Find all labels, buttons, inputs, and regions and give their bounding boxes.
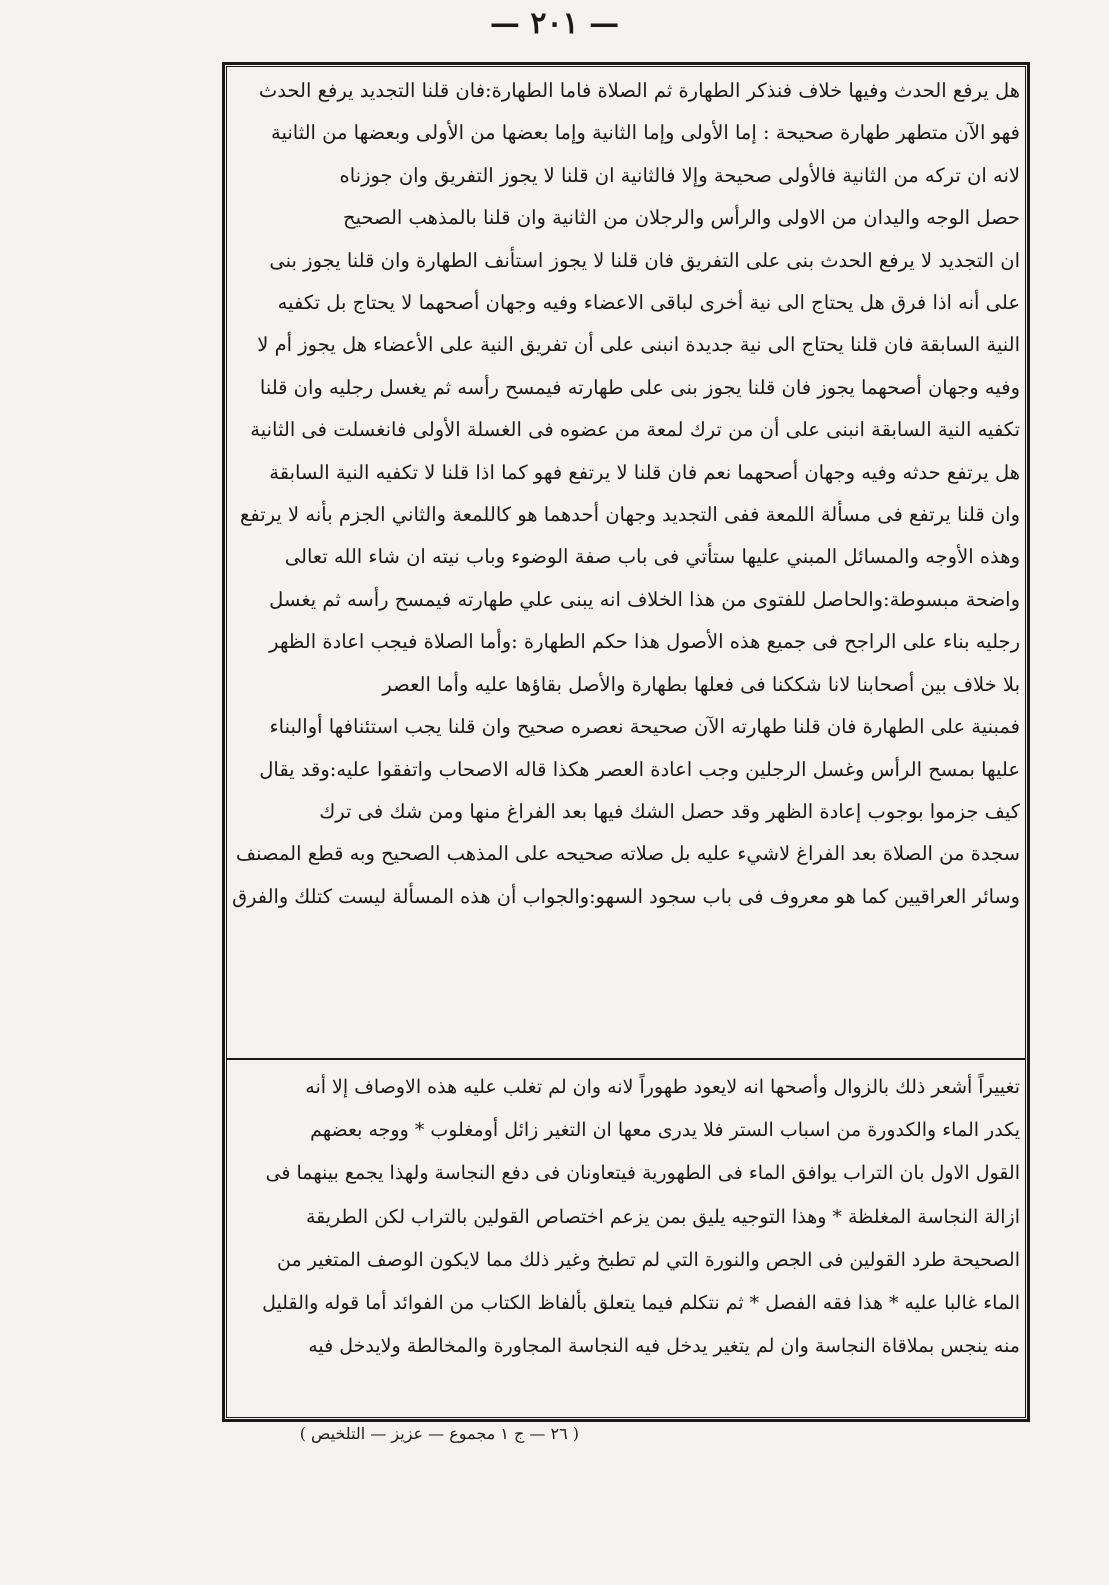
- text-line: هل يرفع الحدث وفيها خلاف فنذكر الطهارة ثم الصلاة فاما الطهارة:فان قلنا التجديد يرفع الحدث: [258, 79, 1020, 102]
- text-line: فهو الآن متطهر طهارة صحيحة : إما الأولى وإما الثانية وإما بعضها من الأولى وبعضها من الثانية: [270, 121, 1020, 145]
- text-line: كيف جزموا بوجوب إعادة الظهر وقد حصل الشك فيها بعد الفراغ منها ومن شك فى ترك: [319, 799, 1020, 823]
- text-line: واضحة مبسوطة:والحاصل للفتوى من هذا الخلاف انه يبنى علي طهارته فيمسح رأسه ثم يغسل: [269, 587, 1020, 611]
- note-line: منه ينجس بملاقاة النجاسة وان لم يتغير يدخل فيه النجاسة المجاورة والمخالطة ولايدخل فيه: [308, 1335, 1020, 1358]
- text-line: وان قلنا يرتفع فى مسألة اللمعة ففى التجديد وجهان أحدهما هو كاللمعة والثاني الجزم بأنه لا يرتفع: [240, 503, 1020, 527]
- text-line: هل يرتفع حدثه وفيه وجهان أصحهما نعم فان قلنا لا يرتفع فهو كما اذا قلنا لا تكفيه النية السابقة: [269, 460, 1020, 484]
- note-line: الصحيحة طرد القولين فى الجص والنورة التي لم تطبخ وغير ذلك مما لايكون الوصف المتغير من: [277, 1248, 1020, 1271]
- text-line: ان التجديد لا يرفع الحدث بنى على التفريق فان قلنا لا يجوز استأنف الطهارة وان قلنا يجوز بنى: [269, 248, 1020, 272]
- text-line: حصل الوجه واليدان من الاولى والرأس والرجلان من الثانية وان قلنا بالمذهب الصحيح: [342, 206, 1020, 230]
- text-line: لانه ان تركه من الثانية فالأولى صحيحة وإلا فالثانية ان قلنا لا يجوز التفريق وان جوزناه: [339, 163, 1020, 187]
- page-number: — ٢٠١ —: [489, 6, 620, 41]
- text-line: النية السابقة فان قلنا يحتاج الى نية جديدة انبنى على أن تفريق النية على الأعضاء هل يجوز أم لا: [257, 333, 1020, 357]
- text-line: رجليه بناء على الراجح فى جميع هذه الأصول هذا حكم الطهارة :وأما الصلاة فيجب اعادة الظهر: [269, 630, 1020, 654]
- main-text-block: [232, 70, 1020, 1060]
- text-line: وسائر العراقيين كما هو معروف فى باب سجود السهو:والجواب أن هذه المسألة ليست كتلك والفرق: [232, 884, 1020, 908]
- lower-text-block: [232, 1066, 1020, 1412]
- note-line: القول الاول بان التراب يوافق الماء فى الطهورية فيتعاونان فى دفع النجاسة ولهذا يجمع بينهما فى: [265, 1162, 1020, 1185]
- text-line: بلا خلاف بين أصحابنا لانا شككنا فى فعلها بطهارة والأصل بقاؤها عليه وأما العصر: [382, 672, 1020, 696]
- text-line: وهذه الأوجه والمسائل المبني عليها ستأتي فى باب صفة الوضوء وباب نيته ان شاء الله تعالى: [284, 545, 1020, 569]
- text-line: على أنه اذا فرق هل يحتاج الى نية أخرى لباقى الاعضاء وفيه وجهان أصحهما لا يحتاج بل تكفيه: [277, 291, 1020, 315]
- text-line: فمبنية على الطهارة فان قلنا طهارته الآن صحيحة نعصره صحيح وان قلنا يجب استئنافها أوالبناء: [269, 715, 1020, 739]
- footer-signature-text: ( ٢٦ — ج ١ مجموع — عزيز — التلخيص ): [299, 1424, 579, 1443]
- section-divider: [226, 1058, 1026, 1060]
- note-line: ازالة النجاسة المغلظة * وهذا التوجيه يليق بمن يزعم اختصاص القولين بالتراب لكن الطريقة: [305, 1205, 1020, 1228]
- note-line: يكدر الماء والكدورة من اسباب الستر فلا يدرى معها ان التغير زائل أومغلوب * ووجه بعضهم: [310, 1119, 1020, 1142]
- note-line: الماء غالبا عليه * هذا فقه الفصل * ثم نتكلم فيما يتعلق بألفاظ الكتاب من الفوائد أما قوله والقليل: [262, 1292, 1020, 1315]
- text-line: عليها بمسح الرأس وغسل الرجلين وجب اعادة العصر هكذا قاله الاصحاب واتفقوا عليه:وقد يقال: [259, 757, 1020, 781]
- text-line: تكفيه النية السابقة انبنى على أن من ترك لمعة من عضوه فى الغسلة الأولى فانغسلت فى الثانية: [250, 418, 1020, 442]
- note-line: تغييراً أشعر ذلك بالزوال وأصحها انه لايعود طهوراً لانه وان لم تغلب عليه هذه الاوصاف إلا أنه: [305, 1076, 1020, 1098]
- text-line: سجدة من الصلاة بعد الفراغ لاشيء عليه بل صلاته صحيحه على المذهب الصحيح وبه قطع المصنف: [235, 842, 1020, 866]
- text-line: وفيه وجهان أصحهما يجوز فان قلنا يجوز بنى على طهارته فيمسح رأسه ثم يغسل رجليه وان قلنا: [259, 375, 1020, 399]
